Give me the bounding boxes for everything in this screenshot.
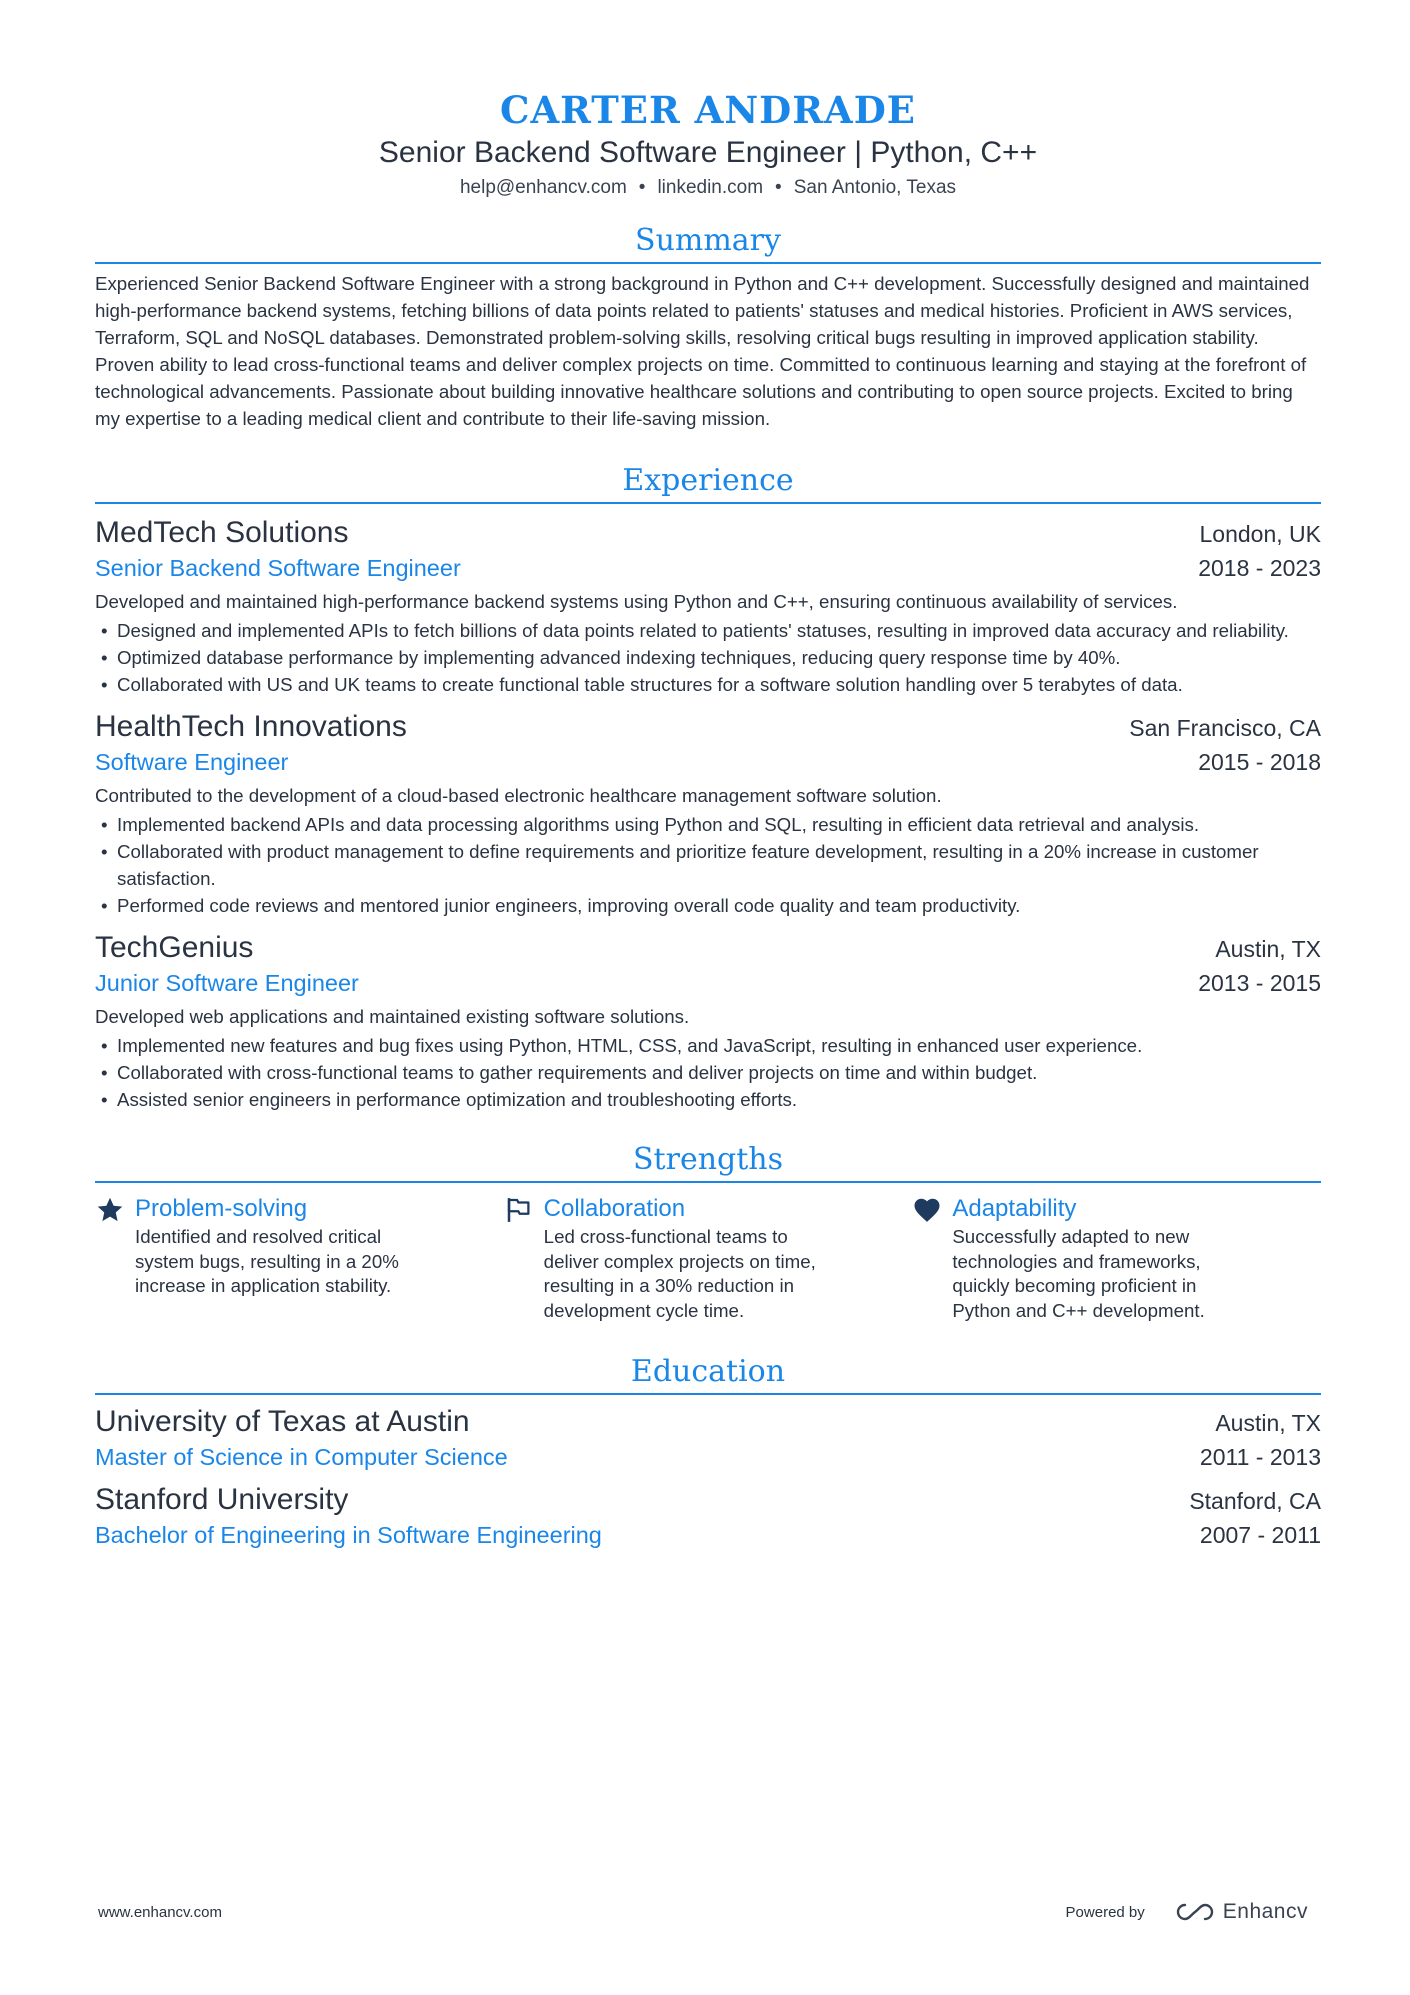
job-bullets bbox=[95, 811, 1321, 919]
location-text: San Antonio, Texas bbox=[793, 177, 957, 198]
page-footer bbox=[98, 1900, 1308, 1923]
footer-website-link[interactable]: www.enhancv.com bbox=[98, 1904, 222, 1921]
strength-title: Collaboration bbox=[543, 1195, 686, 1222]
experience-entry bbox=[95, 514, 1321, 698]
resume-content bbox=[95, 88, 1321, 1551]
bullet-item: • Optimized database performance by implementing advanced indexing techniques, reducing query response time by 40%. bbox=[117, 644, 1321, 671]
experience-section bbox=[95, 462, 1321, 1113]
strength-description: Identified and resolved critical system bugs, resulting in a 20% increase in application stability. bbox=[135, 1226, 399, 1296]
section-title-education: Education bbox=[95, 1353, 1321, 1395]
footer-branding bbox=[1066, 1900, 1308, 1924]
experience-entry bbox=[95, 929, 1321, 1113]
school-name: Stanford University bbox=[95, 1483, 349, 1516]
job-description: Developed web applications and maintained existing software solutions. bbox=[95, 1006, 690, 1027]
bullet-item: • Implemented backend APIs and data processing algorithms using Python and SQL, resulting in efficient data retrieval and analysis. bbox=[117, 811, 1321, 838]
section-title-summary: Summary bbox=[95, 222, 1321, 264]
job-description: Developed and maintained high-performance backend systems using Python and C++, ensuring continuous availability of services. bbox=[95, 591, 1178, 612]
bullet-item: • Collaborated with US and UK teams to create functional table structures for a software solution handling over 5 terabytes of data. bbox=[117, 671, 1321, 698]
contact-line bbox=[95, 176, 1321, 200]
company-name: TechGenius bbox=[95, 931, 254, 964]
candidate-title: Senior Backend Software Engineer | Python, C++ bbox=[378, 136, 1038, 169]
school-location: Stanford, CA bbox=[1189, 1488, 1321, 1514]
strength-item bbox=[504, 1193, 913, 1323]
section-title-experience: Experience bbox=[95, 462, 1321, 504]
company-name: MedTech Solutions bbox=[95, 516, 349, 549]
job-location: Austin, TX bbox=[1215, 936, 1321, 962]
job-location: London, UK bbox=[1199, 521, 1321, 547]
job-dates: 2018 - 2023 bbox=[1198, 555, 1321, 581]
enhancv-logo-text: Enhancv bbox=[1222, 1900, 1308, 1923]
strengths-grid bbox=[95, 1193, 1321, 1323]
company-name: HealthTech Innovations bbox=[95, 710, 407, 743]
education-entry bbox=[95, 1403, 1321, 1473]
school-location: Austin, TX bbox=[1215, 1410, 1321, 1436]
section-title-strengths: Strengths bbox=[95, 1141, 1321, 1183]
strength-description: Led cross-functional teams to deliver complex projects on time, resulting in a 30% reduction in development cycle time. bbox=[543, 1226, 816, 1321]
linkedin-link[interactable]: linkedin.com bbox=[657, 177, 764, 198]
strength-title: Problem-solving bbox=[135, 1195, 308, 1222]
bullet-item: • Performed code reviews and mentored junior engineers, improving overall code quality and team productivity. bbox=[117, 892, 1321, 919]
bullet-item: • Assisted senior engineers in performance optimization and troubleshooting efforts. bbox=[117, 1086, 1321, 1113]
school-name: University of Texas at Austin bbox=[95, 1405, 470, 1438]
resume-header bbox=[95, 88, 1321, 200]
candidate-name: CARTER ANDRADE bbox=[500, 88, 916, 132]
flag-icon bbox=[504, 1193, 544, 1323]
heart-icon bbox=[912, 1193, 952, 1323]
summary-section bbox=[95, 222, 1321, 432]
education-dates: 2011 - 2013 bbox=[1199, 1444, 1321, 1470]
powered-by-text: Powered by bbox=[1065, 1903, 1145, 1921]
education-dates: 2007 - 2011 bbox=[1199, 1522, 1321, 1548]
experience-entry bbox=[95, 708, 1321, 919]
strength-item bbox=[912, 1193, 1321, 1323]
strength-description: Successfully adapted to new technologies and frameworks, quickly becoming proficient in Python and C++ development. bbox=[952, 1226, 1205, 1321]
job-location: San Francisco, CA bbox=[1129, 715, 1321, 741]
contact-separator: • bbox=[775, 177, 782, 198]
strength-title: Adaptability bbox=[952, 1195, 1077, 1222]
job-dates: 2013 - 2015 bbox=[1198, 970, 1321, 996]
strengths-section bbox=[95, 1141, 1321, 1323]
strength-item bbox=[95, 1193, 504, 1323]
job-role: Software Engineer bbox=[95, 749, 289, 775]
job-bullets bbox=[95, 617, 1321, 698]
bullet-item: • Collaborated with product management to define requirements and prioritize feature development, resulting in a 20% increase in customer satisfaction. bbox=[117, 838, 1321, 892]
education-section bbox=[95, 1353, 1321, 1551]
bullet-item: • Collaborated with cross-functional teams to gather requirements and deliver projects on time and within budget. bbox=[117, 1059, 1321, 1086]
job-role: Senior Backend Software Engineer bbox=[95, 555, 461, 581]
enhancv-logo-icon bbox=[1171, 1900, 1219, 1924]
education-entry bbox=[95, 1481, 1321, 1551]
star-icon bbox=[95, 1193, 135, 1323]
contact-separator: • bbox=[638, 177, 646, 198]
bullet-item: • Implemented new features and bug fixes using Python, HTML, CSS, and JavaScript, resulting in enhanced user experience. bbox=[117, 1032, 1321, 1059]
job-role: Junior Software Engineer bbox=[95, 970, 359, 996]
job-bullets bbox=[95, 1032, 1321, 1113]
job-dates: 2015 - 2018 bbox=[1198, 749, 1321, 775]
summary-text: Experienced Senior Backend Software Engineer with a strong background in Python and C++ development. Successfully designed and maintained high-performance backend systems, fetching billions of data points related to patients' statuses and medical histories. Proficient in AWS services, Terraform, SQL and NoSQL databases. Demonstrated problem-solving skills, resolving critical bugs resulting in improved application stability. Proven ability to lead cross-functional teams and deliver complex projects on time. Committed to continuous learning and staying at the forefront of technological advancements. Passionate about building innovative healthcare solutions and contributing to open source projects. Excited to bring my expertise to a leading medical client and contribute to their life-saving mission. bbox=[95, 273, 1310, 429]
job-description: Contributed to the development of a cloud-based electronic healthcare management software solution. bbox=[95, 785, 942, 806]
degree-name: Master of Science in Computer Science bbox=[95, 1444, 508, 1470]
bullet-item: • Designed and implemented APIs to fetch billions of data points related to patients' statuses, resulting in improved data accuracy and reliability. bbox=[117, 617, 1321, 644]
email-link[interactable]: help@enhancv.com bbox=[459, 177, 627, 198]
enhancv-logo[interactable] bbox=[1171, 1900, 1308, 1924]
degree-name: Bachelor of Engineering in Software Engineering bbox=[95, 1522, 602, 1548]
